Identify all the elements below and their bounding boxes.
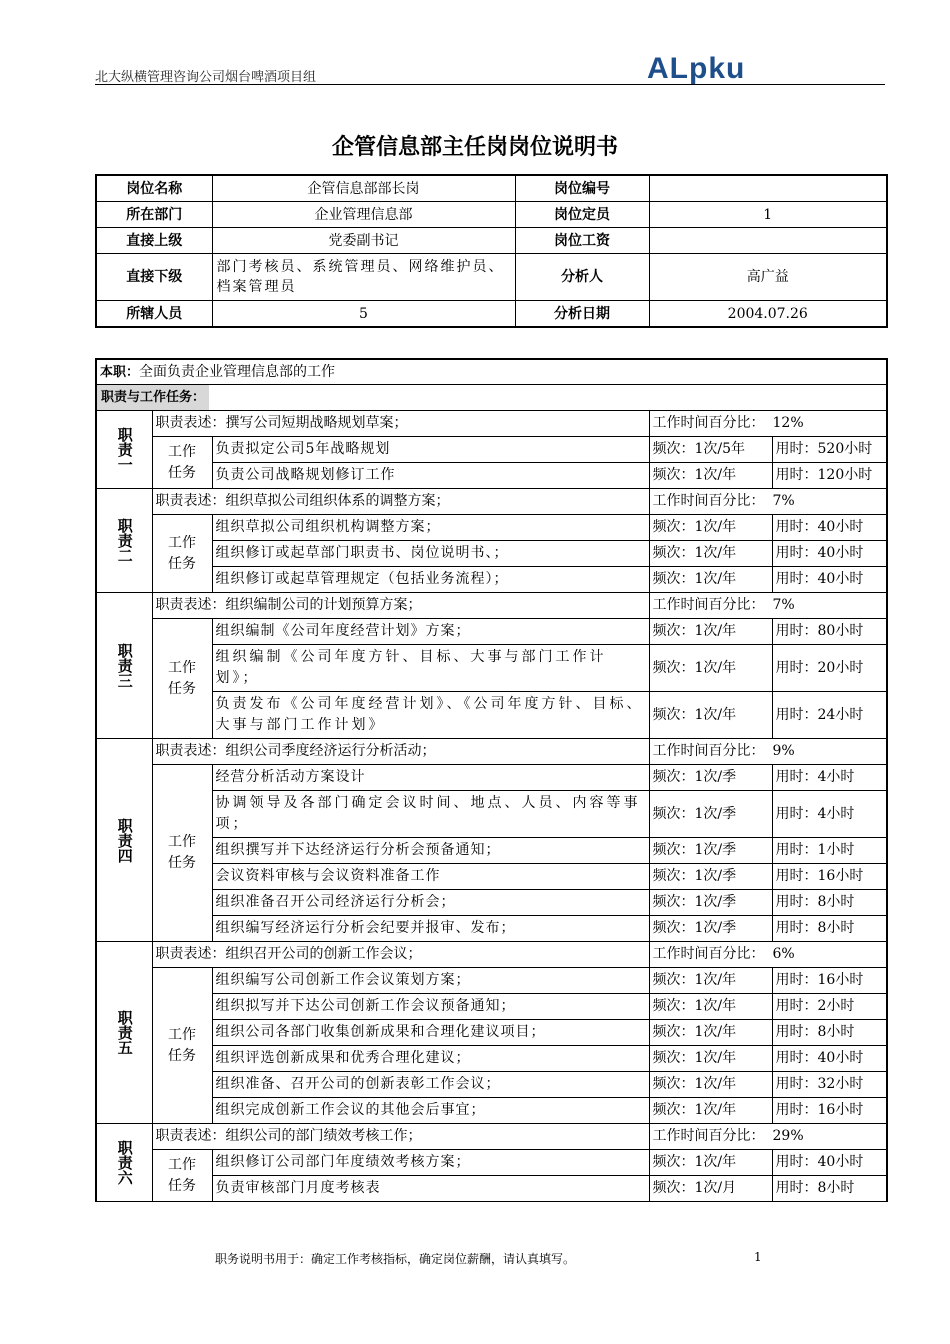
salary-value [649,228,887,254]
task-hours: 用时：4小时 [772,791,887,838]
duty-statement-prefix: 职责表述： [155,743,226,759]
analyst-value: 高广益 [649,254,887,301]
headcount-label: 岗位定员 [515,202,649,228]
staff-value: 5 [212,301,515,328]
task-frequency: 频次：1次/季 [649,791,772,838]
task-text: 组织修订或起草部门职责书、岗位说明书、； [212,541,649,567]
duty-statement-text: 组织召开公司的创新工作会议； [225,946,422,962]
duty-percent [649,1124,887,1150]
duty-statement [152,489,649,515]
duty-percent-prefix: 工作时间百分比： [652,415,765,431]
duty-percent-value: 9% [772,743,795,759]
position-code-value [649,175,887,202]
task-text: 组织撰写并下达经济运行分析会预备通知； [212,838,649,864]
duty-percent [649,739,887,765]
header-divider [95,84,885,85]
task-text: 组织修订或起草管理规定（包括业务流程）； [212,567,649,593]
duty-statement-text: 组织草拟公司组织体系的调整方案； [225,493,450,509]
task-frequency: 频次：1次/年 [649,1150,772,1176]
duty-statement-row [96,489,887,515]
duty-statement [152,739,649,765]
duty-label-cell [96,942,152,1124]
position-code-label: 岗位编号 [515,175,649,202]
duty-label: 职责一 [115,427,134,472]
task-row [96,1072,887,1098]
info-row [96,301,887,328]
duty-statement-prefix: 职责表述： [155,1128,226,1144]
task-row [96,1150,887,1176]
task-hours: 用时：32小时 [772,1072,887,1098]
duty-statement-row [96,739,887,765]
position-info-table [95,174,888,328]
duty-label-cell [96,739,152,942]
task-text: 组织准备召开公司经济运行分析会； [212,890,649,916]
task-hours: 用时：80小时 [772,619,887,645]
duty-statement-text: 组织公司季度经济运行分析活动； [225,743,436,759]
duty-percent-prefix: 工作时间百分比： [652,493,765,509]
task-frequency: 频次：1次/5年 [649,437,772,463]
task-text: 组织拟写并下达公司创新工作会议预备通知； [212,994,649,1020]
task-row [96,1046,887,1072]
task-hours: 用时：2小时 [772,994,887,1020]
task-text: 组织编制《公司年度经营计划》方案； [212,619,649,645]
duty-statement [152,593,649,619]
company-logo: ALpku [647,52,746,85]
duty-percent-value: 7% [772,597,795,613]
work-task-label: 工作任务 [152,968,212,1124]
task-frequency: 频次：1次/年 [649,463,772,489]
duty-statement-row [96,942,887,968]
duty-percent-value: 6% [772,946,795,962]
task-row [96,645,887,692]
task-row [96,437,887,463]
duty-label: 职责四 [115,817,134,863]
work-task-label: 工作任务 [152,437,212,489]
tasks-band-row [96,385,887,411]
department-label: 所在部门 [96,202,212,228]
task-row [96,567,887,593]
task-row [96,1176,887,1202]
task-hours: 用时：24小时 [772,692,887,739]
task-frequency: 频次：1次/年 [649,515,772,541]
task-hours: 用时：40小时 [772,1150,887,1176]
duty-label: 职责五 [115,1010,134,1055]
position-name-label: 岗位名称 [96,175,212,202]
duty-percent [649,942,887,968]
work-task-label: 工作任务 [152,515,212,593]
duty-label-cell [96,489,152,593]
work-task-label: 工作任务 [152,1150,212,1202]
duty-statement [152,1124,649,1150]
task-hours: 用时：20小时 [772,645,887,692]
footer-note: 职务说明书用于：确定工作考核指标，确定岗位薪酬，请认真填写。 [215,1252,576,1266]
task-text: 组织编写经济运行分析会纪要并报审、发布； [212,916,649,942]
task-row [96,692,887,739]
task-frequency: 频次：1次/季 [649,890,772,916]
task-frequency: 频次：1次/年 [649,994,772,1020]
task-hours: 用时：40小时 [772,567,887,593]
superior-label: 直接上级 [96,228,212,254]
tasks-band-label: 职责与工作任务： [97,385,209,410]
task-frequency: 频次：1次/年 [649,645,772,692]
salary-label: 岗位工资 [515,228,649,254]
task-text: 组织完成创新工作会议的其他会后事宜； [212,1098,649,1124]
task-frequency: 频次：1次/年 [649,692,772,739]
task-hours: 用时：8小时 [772,1020,887,1046]
subordinates-value: 部门考核员、系统管理员、网络维护员、档案管理员 [212,254,515,301]
duty-statement-prefix: 职责表述： [155,946,226,962]
task-row [96,916,887,942]
task-hours: 用时：8小时 [772,890,887,916]
duty-label-cell [96,411,152,489]
duty-statement-text: 组织编制公司的计划预算方案； [225,597,422,613]
task-text: 组织准备、召开公司的创新表彰工作会议； [212,1072,649,1098]
duty-percent-prefix: 工作时间百分比： [652,743,765,759]
duty-label: 职责二 [115,518,134,563]
work-task-label: 工作任务 [152,765,212,942]
position-name-value: 企管信息部部长岗 [212,175,515,202]
document-title: 企管信息部主任岗岗位说明书 [331,135,618,160]
task-text: 会议资料审核与会议资料准备工作 [212,864,649,890]
duty-statement-row [96,593,887,619]
task-hours: 用时：16小时 [772,1098,887,1124]
core-duty-row [96,359,887,385]
analyst-label: 分析人 [515,254,649,301]
duty-percent [649,593,887,619]
task-hours: 用时：16小时 [772,864,887,890]
duty-percent [649,411,887,437]
task-row [96,1020,887,1046]
duty-statement-row [96,1124,887,1150]
task-text: 组织评选创新成果和优秀合理化建议； [212,1046,649,1072]
task-row [96,838,887,864]
department-value: 企业管理信息部 [212,202,515,228]
duty-statement-text: 组织公司的部门绩效考核工作； [225,1128,422,1144]
task-frequency: 频次：1次/年 [649,968,772,994]
task-frequency: 频次：1次/季 [649,765,772,791]
task-frequency: 频次：1次/月 [649,1176,772,1202]
task-hours: 用时：520小时 [772,437,887,463]
task-row [96,463,887,489]
duty-label-cell [96,593,152,739]
task-frequency: 频次：1次/季 [649,916,772,942]
task-frequency: 频次：1次/季 [649,838,772,864]
task-frequency: 频次：1次/季 [649,864,772,890]
task-hours: 用时：40小时 [772,1046,887,1072]
task-row [96,994,887,1020]
info-row [96,202,887,228]
superior-value: 党委副书记 [212,228,515,254]
task-text: 经营分析活动方案设计 [212,765,649,791]
core-duty-label: 本职： [100,364,140,380]
task-frequency: 频次：1次/年 [649,619,772,645]
duty-statement-row [96,411,887,437]
date-value: 2004.07.26 [649,301,887,328]
duty-percent-prefix: 工作时间百分比： [652,597,765,613]
duty-statement [152,942,649,968]
task-row [96,515,887,541]
task-hours: 用时：120小时 [772,463,887,489]
task-text: 负责审核部门月度考核表 [212,1176,649,1202]
task-row [96,968,887,994]
task-text: 负责发布《公司年度经营计划》、《公司年度方针、目标、大事与部门工作计划》 [212,692,649,739]
duty-percent-value: 29% [772,1128,804,1144]
date-label: 分析日期 [515,301,649,328]
task-hours: 用时：4小时 [772,765,887,791]
task-text: 组织公司各部门收集创新成果和合理化建议项目； [212,1020,649,1046]
duty-statement-prefix: 职责表述： [155,493,226,509]
task-hours: 用时：40小时 [772,515,887,541]
duty-statement-text: 撰写公司短期战略规划草案； [225,415,408,431]
company-name: 北大纵横管理咨询公司烟台啤酒项目组 [95,70,317,85]
info-row [96,228,887,254]
task-text: 组织草拟公司组织机构调整方案； [212,515,649,541]
task-hours: 用时：8小时 [772,916,887,942]
task-text: 组织编制《公司年度方针、目标、大事与部门工作计划》； [212,645,649,692]
task-text: 负责公司战略规划修订工作 [212,463,649,489]
core-duty-text: 全面负责企业管理信息部的工作 [139,363,336,380]
task-frequency: 频次：1次/年 [649,1046,772,1072]
duty-percent-value: 7% [772,493,795,509]
task-frequency: 频次：1次/年 [649,541,772,567]
info-row [96,254,887,301]
task-frequency: 频次：1次/年 [649,1072,772,1098]
task-row [96,864,887,890]
task-row [96,765,887,791]
task-text: 组织修订公司部门年度绩效考核方案； [212,1150,649,1176]
task-frequency: 频次：1次/年 [649,567,772,593]
duty-statement [152,411,649,437]
task-frequency: 频次：1次/年 [649,1098,772,1124]
task-row [96,619,887,645]
duty-label-cell [96,1124,152,1202]
task-row [96,541,887,567]
task-text: 负责拟定公司5年战略规划 [212,437,649,463]
staff-label: 所辖人员 [96,301,212,328]
page-number: 1 [754,1250,762,1264]
task-row [96,791,887,838]
headcount-value: 1 [649,202,887,228]
task-hours: 用时：40小时 [772,541,887,567]
task-hours: 用时：16小时 [772,968,887,994]
page-header [95,52,885,84]
duty-percent-value: 12% [772,415,804,431]
duty-label: 职责六 [115,1140,134,1185]
duty-label: 职责三 [115,643,134,688]
info-row [96,175,887,202]
duties-table [95,358,888,1202]
work-task-label: 工作任务 [152,619,212,739]
task-text: 协调领导及各部门确定会议时间、地点、人员、内容等事项； [212,791,649,838]
duty-percent [649,489,887,515]
duty-percent-prefix: 工作时间百分比： [652,1128,765,1144]
task-text: 组织编写公司创新工作会议策划方案； [212,968,649,994]
subordinates-label: 直接下级 [96,254,212,301]
duty-percent-prefix: 工作时间百分比： [652,946,765,962]
duty-statement-prefix: 职责表述： [155,597,226,613]
task-row [96,1098,887,1124]
task-frequency: 频次：1次/年 [649,1020,772,1046]
task-hours: 用时：8小时 [772,1176,887,1202]
task-row [96,890,887,916]
task-hours: 用时：1小时 [772,838,887,864]
duty-statement-prefix: 职责表述： [155,415,226,431]
